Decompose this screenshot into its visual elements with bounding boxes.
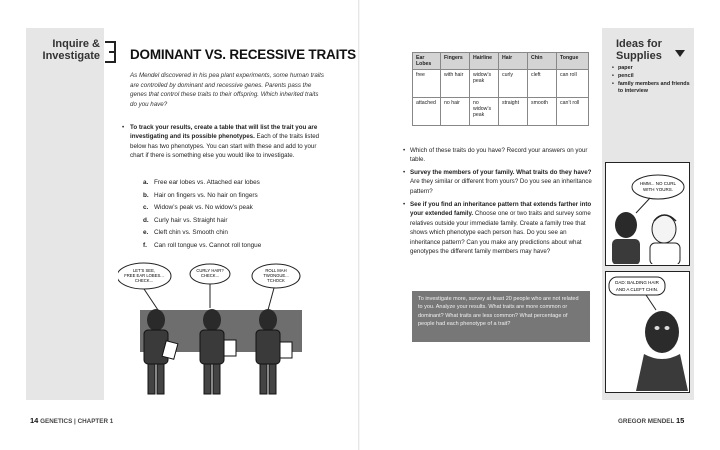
book-title: GENETICS [40,418,73,425]
supplies-title-line1: Ideas for [616,38,662,50]
task-bold: To track your results, create a table that will list the trait you are investigating and its possible phenotypes. [130,124,318,141]
choice-text: Free ear lobes vs. Attached ear lobes [154,179,260,186]
bullet-icon: • [403,169,406,176]
bubble1-line3: CHECK... [134,278,154,283]
bubble2-line2: CHECK... [200,273,220,278]
bullet2-bold: Survey the members of your family. What traits do they have? [410,169,592,176]
section-label-line1: Inquire & [52,38,100,50]
right-footer [618,416,684,425]
panel1-bubble-line1: HMM... NO CURL [640,181,676,186]
table-row [413,98,589,126]
list-item [143,229,333,242]
table-header: Hairline [470,53,499,70]
list-item: • family members and friends to interview [612,81,692,94]
table-cell: can roll [557,70,589,98]
comic-panel-1-art [606,163,688,264]
task-paragraph [122,123,324,161]
table-cell: no hair [441,98,470,126]
traits-table [412,52,589,126]
table-header: Chin [528,53,557,70]
table-header: Fingers [441,53,470,70]
table-header: Hair [499,53,528,70]
table-cell: with hair [441,70,470,98]
list-item [143,242,333,255]
comic-panel-1 [605,162,690,266]
bullet3-rest: Choose one or two traits and survey some relatives outside your immediate family. Create a family tree that shows which phenotype each person has. Do you see an inheritance pattern? Can you make any predictions about what genotypes the different family members may have? [410,210,591,256]
bubble3-line1: ROLL MAH [265,268,287,273]
table-header: Tongue [557,53,589,70]
choice-letter: d. [143,216,149,224]
investigate-more-box: To investigate more, survey at least 20 people who are not related to you. Analyze your results. What traits are more common or dominant? What traits are less common? What percentage of people had each phenotype of a trait? [412,291,590,342]
table-cell: straight [499,98,528,126]
panel2-bubble-line1: DAD: BALDING HAIR [615,280,659,285]
choice-text: Cleft chin vs. Smooth chin [154,229,228,236]
bullet1-text: Which of these traits do you have? Record your answers on your table. [410,147,588,164]
choice-letter: c. [143,204,149,211]
bullet-icon: • [403,147,406,154]
list-item [143,192,333,205]
chapter-label: CHAPTER 1 [77,418,114,425]
table-cell: widow’s peak [470,70,499,98]
bullet-paragraph [403,168,592,196]
table-cell: can’t roll [557,98,589,126]
choice-letter: b. [143,191,149,199]
list-item [143,217,333,230]
panel2-bubble-line2: AND A CLEFT CHIN. [615,287,659,292]
page-title: DOMINANT VS. RECESSIVE TRAITS [130,47,356,62]
choice-text: Can roll tongue vs. Cannot roll tongue [154,241,262,249]
triangle-down-icon [675,50,685,57]
bubble1-line1: LET’S SEE, [132,268,156,273]
page-number: 14 [30,416,39,425]
choice-letter: e. [143,229,149,236]
table-header-row [413,53,589,70]
comic-panel-2 [605,271,690,393]
table-header: Ear Lobes [413,53,441,70]
table-cell: smooth [528,98,557,126]
bullet-icon: • [403,201,406,208]
bracket-icon [103,40,117,64]
right-page [360,0,720,450]
choice-letter: a. [143,179,149,186]
panel1-bubble-line2: WITH YOURS. [643,187,673,192]
bullet-paragraph [403,200,592,256]
page-number: 15 [675,416,685,425]
bullet3-bold: See if you find an inheritance pattern that extends farther into your extended family. [410,201,592,218]
bullet2-rest: Are they similar or different from yours? Do you see an inheritance pattern? [410,178,592,195]
trait-choices-list [143,179,333,254]
list-item: • pencil [612,73,692,80]
section-label-line2: Investigate [42,50,100,62]
bullet-paragraph [403,146,592,165]
table-cell: curly [499,70,528,98]
left-side-tab [26,28,104,400]
bubble1-line2: FREE EAR LOBES... [124,273,164,278]
table-cell: attached [413,98,441,126]
supplies-list [612,65,692,96]
choice-text: Hair on fingers vs. No hair on fingers [154,191,258,199]
task-rest: Each of the traits listed below has two phenotypes. You can start with these and add to your chart if there is something else you would like to investigate. [130,133,320,160]
supplies-title [616,39,662,62]
bubble3-line2: TWONGUE... [263,273,289,278]
left-footer: 14 GENETICS | CHAPTER 1 [30,416,114,425]
section-label [30,38,100,62]
bubble2-line1: CURLY HAIR? [196,268,224,273]
table-cell: no widow’s peak [470,98,499,126]
bullet-icon: • [122,124,125,131]
list-item [143,204,333,217]
list-item: • paper [612,65,692,72]
choice-text: Widow’s peak vs. No widow’s peak [154,204,253,211]
supplies-title-line2: Supplies [616,49,662,62]
table-cell: free [413,70,441,98]
choice-letter: f. [143,241,147,249]
comic-panel-2-art [606,272,688,391]
bubble3-line3: TCHOCK [267,278,285,283]
list-item [143,179,333,192]
book-part-title: GREGOR MENDEL [618,418,675,425]
table-row [413,70,589,98]
intro-paragraph: As Mendel discovered in his pea plant experiments, some human traits are controlled by dominant and recessive genes. Parents pass the genes that control these traits to their offspring. Which inherited traits do you have? [130,72,324,108]
three-boys-cartoon [118,262,304,400]
choice-text: Curly hair vs. Straight hair [154,216,228,224]
table-cell: cleft [528,70,557,98]
